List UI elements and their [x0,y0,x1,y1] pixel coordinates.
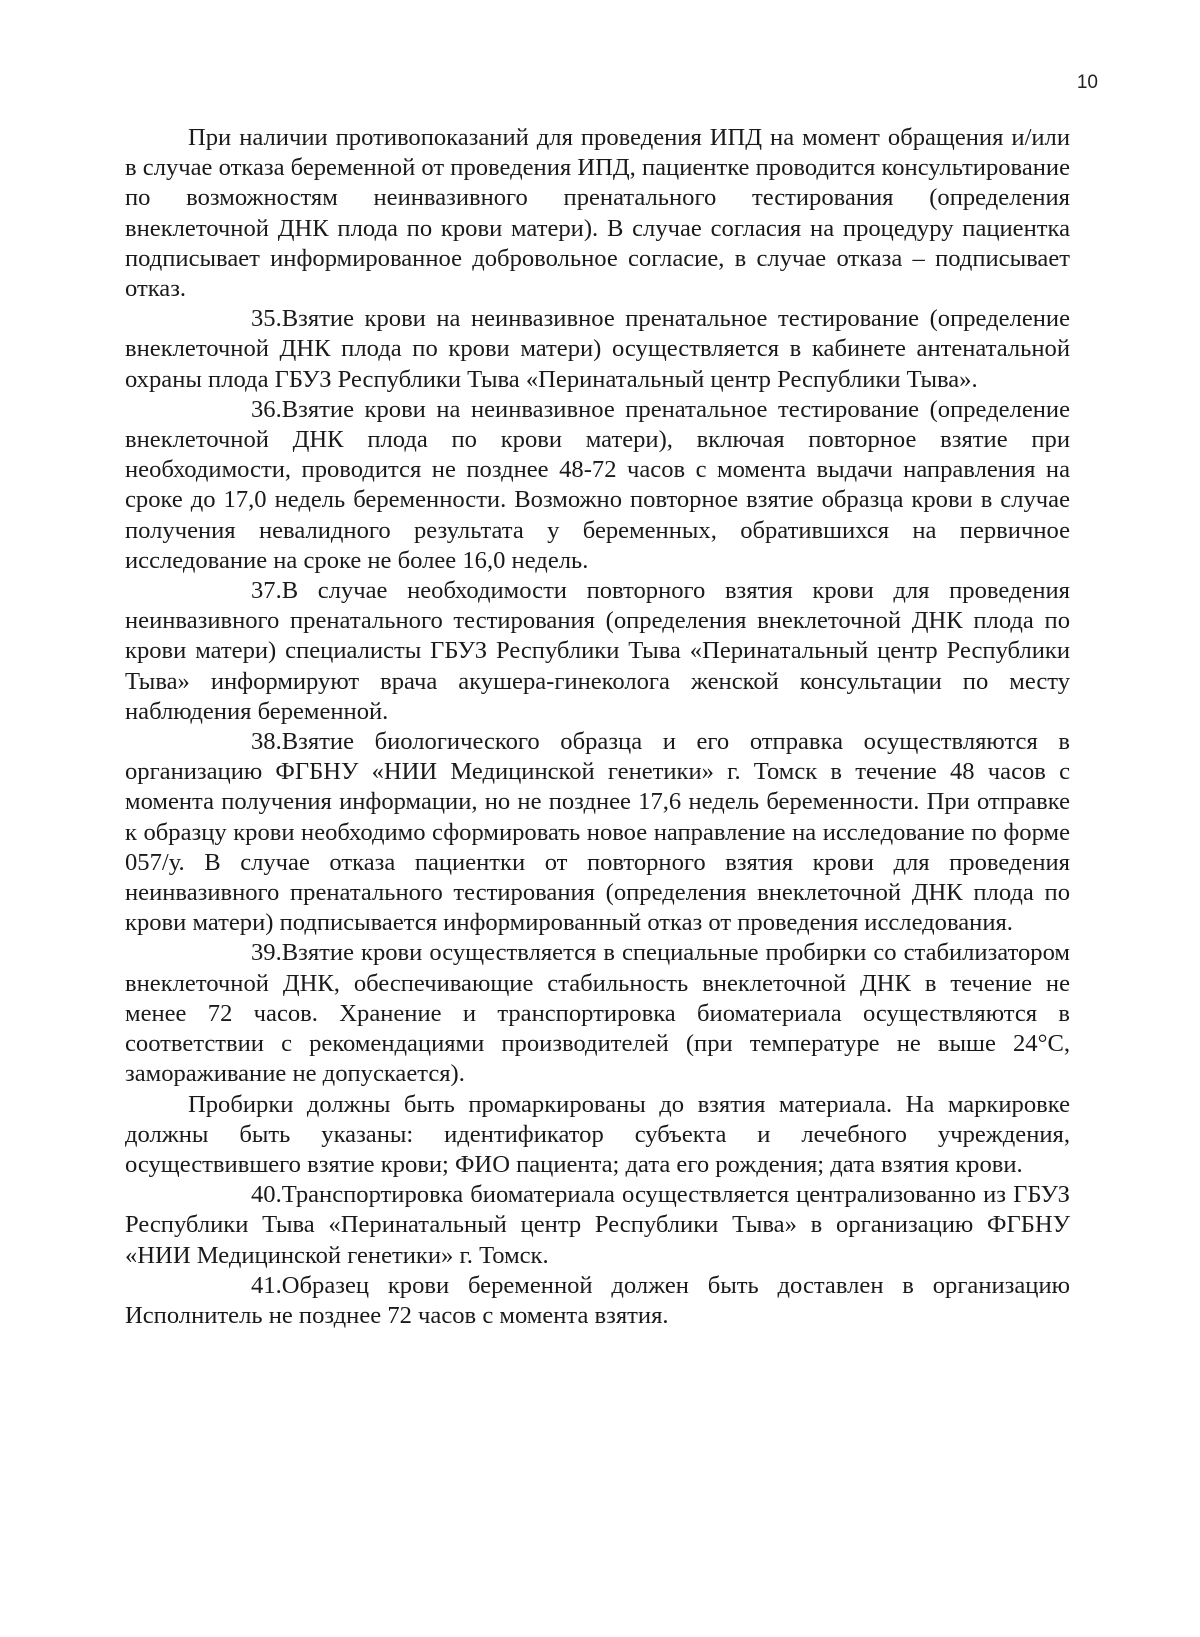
paragraph-39 [125,938,1070,1089]
paragraph-tubes [125,1090,1070,1181]
paragraph-text: В случае необходимости повторного взятия крови для проведения неинвазивного пренатального тестирования (определения внеклеточной ДНК плода по крови матери) специалисты ГБУЗ Республики Тыва «Перинатальный центр Республики Тыва» информируют врача акушера-гинеколога женской консультации по месту наблюдения беременной. [125,577,1070,725]
paragraph-text: Взятие крови на неинвазивное пренатальное тестирование (определение внеклеточной ДНК плода по крови матери), включая повторное взятие при необходимости, проводится не позднее 48-72 часов с момента выдачи направления на сроке до 17,0 недель беременности. Возможно повторное взятие образца крови в случае получения невалидного результата у беременных, обратившихся на первичное исследование на сроке не более 16,0 недель. [125,395,1070,574]
paragraph-text: Транспортировка биоматериала осуществляется централизованно из ГБУЗ Республики Тыва «Перинатальный центр Республики Тыва» в организацию ФГБНУ «НИИ Медицинской генетики» г. Томск. [125,1181,1070,1269]
paragraph-number: 35. [251,305,282,333]
paragraph-number: 41. [251,1271,282,1299]
paragraph-38 [125,727,1070,938]
paragraph-36 [125,395,1070,576]
paragraph-41 [125,1271,1070,1331]
paragraph-intro [125,123,1070,304]
paragraph-40 [125,1180,1070,1271]
paragraph-text: Взятие крови осуществляется в специальные пробирки со стабилизатором внеклеточной ДНК, обеспечивающие стабильность внеклеточной ДНК в течение не менее 72 часов. Хранение и транспортировка биоматериала осуществляются в соответствии с рекомендациями производителей (при температуре не выше 24°С, замораживание не допускается). [125,939,1070,1088]
paragraph-text: Пробирки должны быть промаркированы до взятия материала. На маркировке должны быть указаны: идентификатор субъекта и лечебного учреждения, осуществившего взятие крови; ФИО пациента; дата его рождения; дата взятия крови. [125,1090,1070,1178]
document-body [125,123,1070,1331]
paragraph-37 [125,576,1070,727]
paragraph-text: При наличии противопоказаний для проведения ИПД на момент обращения и/или в случае отказа беременной от проведения ИПД, пациентке проводится консультирование по возможностям неинвазивного пренатального тестирования (определения внеклеточной ДНК плода по крови матери). В случае согласия на процедуру пациентка подписывает информированное добровольное согласие, в случае отказа – подписывает отказ. [125,124,1070,303]
paragraph-text: Взятие биологического образца и его отправка осуществляются в организацию ФГБНУ «НИИ Медицинской генетики» г. Томск в течение 48 часов с момента получения информации, но не позднее 17,6 недель беременности. При отправке к образцу крови необходимо сформировать новое направление на исследование по форме 057/у. В случае отказа пациентки от повторного взятия крови для проведения неинвазивного пренатального тестирования (определения внеклеточной ДНК плода по крови матери) подписывается информированный отказ от проведения исследования. [125,728,1070,937]
page-number: 10 [1076,72,1098,93]
paragraph-number: 36. [251,395,282,423]
paragraph-number: 37. [251,577,282,605]
paragraph-number: 38. [251,728,282,756]
paragraph-35 [125,304,1070,395]
paragraph-text: Взятие крови на неинвазивное пренатальное тестирование (определение внеклеточной ДНК плода по крови матери) осуществляется в кабинете антенатальной охраны плода ГБУЗ Республики Тыва «Перинатальный центр Республики Тыва». [125,305,1070,393]
paragraph-number: 39. [251,939,282,967]
paragraph-number: 40. [251,1181,282,1209]
paragraph-text: Образец крови беременной должен быть доставлен в организацию Исполнитель не позднее 72 часов с момента взятия. [125,1271,1070,1329]
